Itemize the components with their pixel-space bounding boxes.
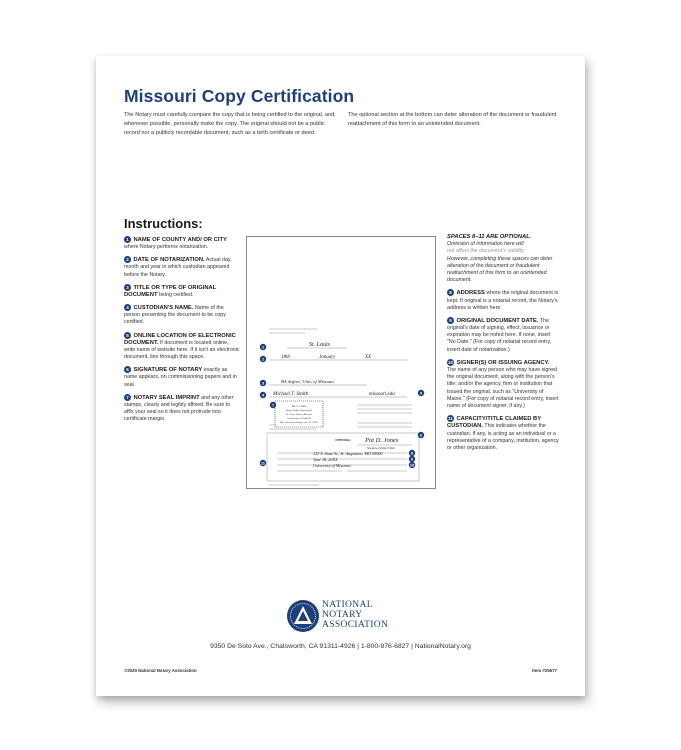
instruction-text: where the original document is kept. If original is a notarial record, the Notary's address is written here. <box>447 290 559 311</box>
svg-text:9: 9 <box>410 457 414 462</box>
optional-note-line: not affect the document's validity. <box>447 248 525 255</box>
instruction-title: DATE OF NOTARIZATION. <box>133 257 205 264</box>
instruction-title: CAPACITY/TITLE CLAIMED BY CUSTODIAN. <box>447 416 541 430</box>
instruction-text: If document is located online, write name of website here. If it isn't an electronic document, line through this space. <box>124 339 240 361</box>
step-number-icon: 2 <box>124 256 131 263</box>
instruction-text: Name of the person presenting the document to be copy certified. <box>124 305 226 326</box>
optional-heading: SPACES 8–11 ARE OPTIONAL. <box>447 234 532 240</box>
county-value: St. Louis <box>309 342 331 348</box>
instruction-title: ORIGINAL DOCUMENT DATE. <box>456 317 539 324</box>
sample-certificate-form <box>246 236 436 489</box>
optional-note-line: However, completing these spaces can deter alteration of the document or fraudulent reattachment of this form to an unintended document. <box>447 255 553 284</box>
step-number-icon: 3 <box>124 284 131 291</box>
instruction-text: The name of any person who may have signed the original document, along with the person's title; and/or the agency, firm or institution that issued the original, such as "University of Maine." (For copy of notarial record entry, insert name of document signer, if any.) <box>447 366 559 409</box>
logo-line: NOTARY <box>322 609 363 620</box>
seal-line: PAT D. JONES <box>291 406 307 408</box>
instruction-title: TITLE OR TYPE OF ORIGINAL DOCUMENT <box>124 284 217 298</box>
nna-logo-text <box>322 600 388 630</box>
issuer-value: University of Missouri <box>313 463 351 468</box>
website-value: missouri.edu <box>369 392 395 397</box>
custodian-value: Michael T. Smith <box>273 391 309 397</box>
instruction-text: and any other stamps, clearly and legibly affixed. Be sure to affix your seal so it does not protrude into certificate margin. <box>124 394 234 423</box>
seal-line: My Commission Expires Jan. 31, 20XX <box>280 422 318 424</box>
logo-line: ASSOCIATION <box>322 619 389 630</box>
optional-label: OPTIONAL <box>335 438 351 442</box>
instruction-item <box>124 284 240 299</box>
instruction-item <box>124 394 240 424</box>
optional-note <box>447 234 559 284</box>
instruction-item <box>124 236 240 251</box>
document-value: BA degree, Univ. of Missouri <box>281 379 335 384</box>
instruction-item <box>124 366 240 389</box>
notary-signature-value: Pat D. Jones <box>365 437 399 444</box>
doc-date-value: June 18, 20XX <box>313 457 338 462</box>
instruction-item <box>447 289 559 312</box>
svg-text:8: 8 <box>410 451 414 456</box>
step-number-icon: 6 <box>124 366 131 373</box>
copyright-text: ©2020 National Notary Association <box>124 668 197 673</box>
month-value: January <box>319 355 336 360</box>
instruction-title: ONLINE LOCATION OF ELECTRONIC DOCUMENT. <box>124 332 236 346</box>
instruction-item <box>447 359 559 410</box>
svg-text:5: 5 <box>419 391 423 396</box>
seal-line: Commission #12345678 <box>287 418 311 420</box>
step-number-icon: 9 <box>447 317 454 324</box>
instruction-title: ADDRESS <box>456 290 485 297</box>
page-title: Missouri Copy Certification <box>124 86 355 106</box>
address-value: 123 S. State St., St. Augustine, MO 00000 <box>313 451 383 456</box>
instruction-item <box>447 317 559 354</box>
step-number-icon: 10 <box>447 359 453 365</box>
instruction-text: being certified. <box>157 291 194 298</box>
instruction-text: where Notary performs notarization. <box>124 244 209 251</box>
instruction-text: exactly as name appears, on commissioning papers and in seal. <box>124 367 237 388</box>
instruction-item <box>124 256 240 279</box>
seal-line: Notary Public, Notary Seal <box>286 410 312 412</box>
svg-text:11: 11 <box>260 461 266 466</box>
instructions-heading: Instructions: <box>124 216 203 231</box>
instructions-right-column <box>447 234 559 457</box>
intro-text-right: The optional section at the bottom can deter alteration of the document or fraudulent reattachment of this form to an unintended document. <box>348 112 557 127</box>
nna-logo-icon <box>286 599 320 633</box>
footer-address: 9350 De Soto Ave., Chatsworth, CA 91311-4926 | 1-800-876-6827 | NationalNotary.org <box>210 643 471 650</box>
svg-text:4: 4 <box>261 393 265 398</box>
step-number-icon: 7 <box>124 394 131 401</box>
svg-text:3: 3 <box>261 381 265 386</box>
intro-text-left: The Notary must carefully compare the copy that is being certified to the original, and, whenever possible, personally make the copy. The original should not be a public record nor a publicly recordable document, such as a birth certificate or deed. <box>124 112 336 136</box>
instruction-item <box>124 304 240 327</box>
svg-text:2: 2 <box>261 357 265 362</box>
instruction-text: The original's date of signing, effect, issuance or expiration may be noted here. If none, insert "No Date." (For copy of notarial record entry, insert date of notarization.) <box>447 317 552 353</box>
optional-note-line: Omission of information here will <box>447 241 524 248</box>
step-number-icon: 1 <box>124 236 131 243</box>
svg-text:10: 10 <box>409 463 415 468</box>
instruction-title: CUSTODIAN'S NAME. <box>133 305 194 312</box>
step-number-icon: 4 <box>124 304 131 311</box>
instructions-left-column <box>124 236 240 429</box>
seal-line: St. Louis, State of Missouri <box>285 414 313 416</box>
year-value: XX <box>365 355 372 360</box>
instruction-title: NOTARY SEAL IMPRINT <box>133 394 200 401</box>
svg-text:7: 7 <box>271 403 275 408</box>
item-number: Item #25677 <box>532 668 557 673</box>
instruction-item <box>447 415 559 452</box>
instruction-text: This indicates whether the custodian, if any, is acting as an individual or a representative of a company, institution, agency or other organization. <box>447 423 559 451</box>
instruction-title: SIGNATURE OF NOTARY <box>133 367 203 374</box>
svg-text:6: 6 <box>419 433 423 438</box>
day-value: 18th <box>281 355 290 360</box>
instruction-text: Actual day, month and year in which custodian appeared before the Notary. <box>124 257 232 278</box>
step-number-icon: 8 <box>447 289 454 296</box>
logo-line: NATIONAL <box>322 599 373 610</box>
step-number-icon: 11 <box>448 416 453 422</box>
step-number-icon: 5 <box>124 332 131 339</box>
signature-caption: Signature of Notary Public <box>367 447 395 450</box>
instruction-title: NAME OF COUNTY AND/ OR CITY <box>133 236 227 243</box>
instruction-title: SIGNER(S) OR ISSUING AGENCY. <box>456 359 550 366</box>
certificate-illustration <box>247 237 437 490</box>
document-page <box>96 56 585 696</box>
instruction-item <box>124 332 240 362</box>
svg-text:1: 1 <box>261 345 265 350</box>
